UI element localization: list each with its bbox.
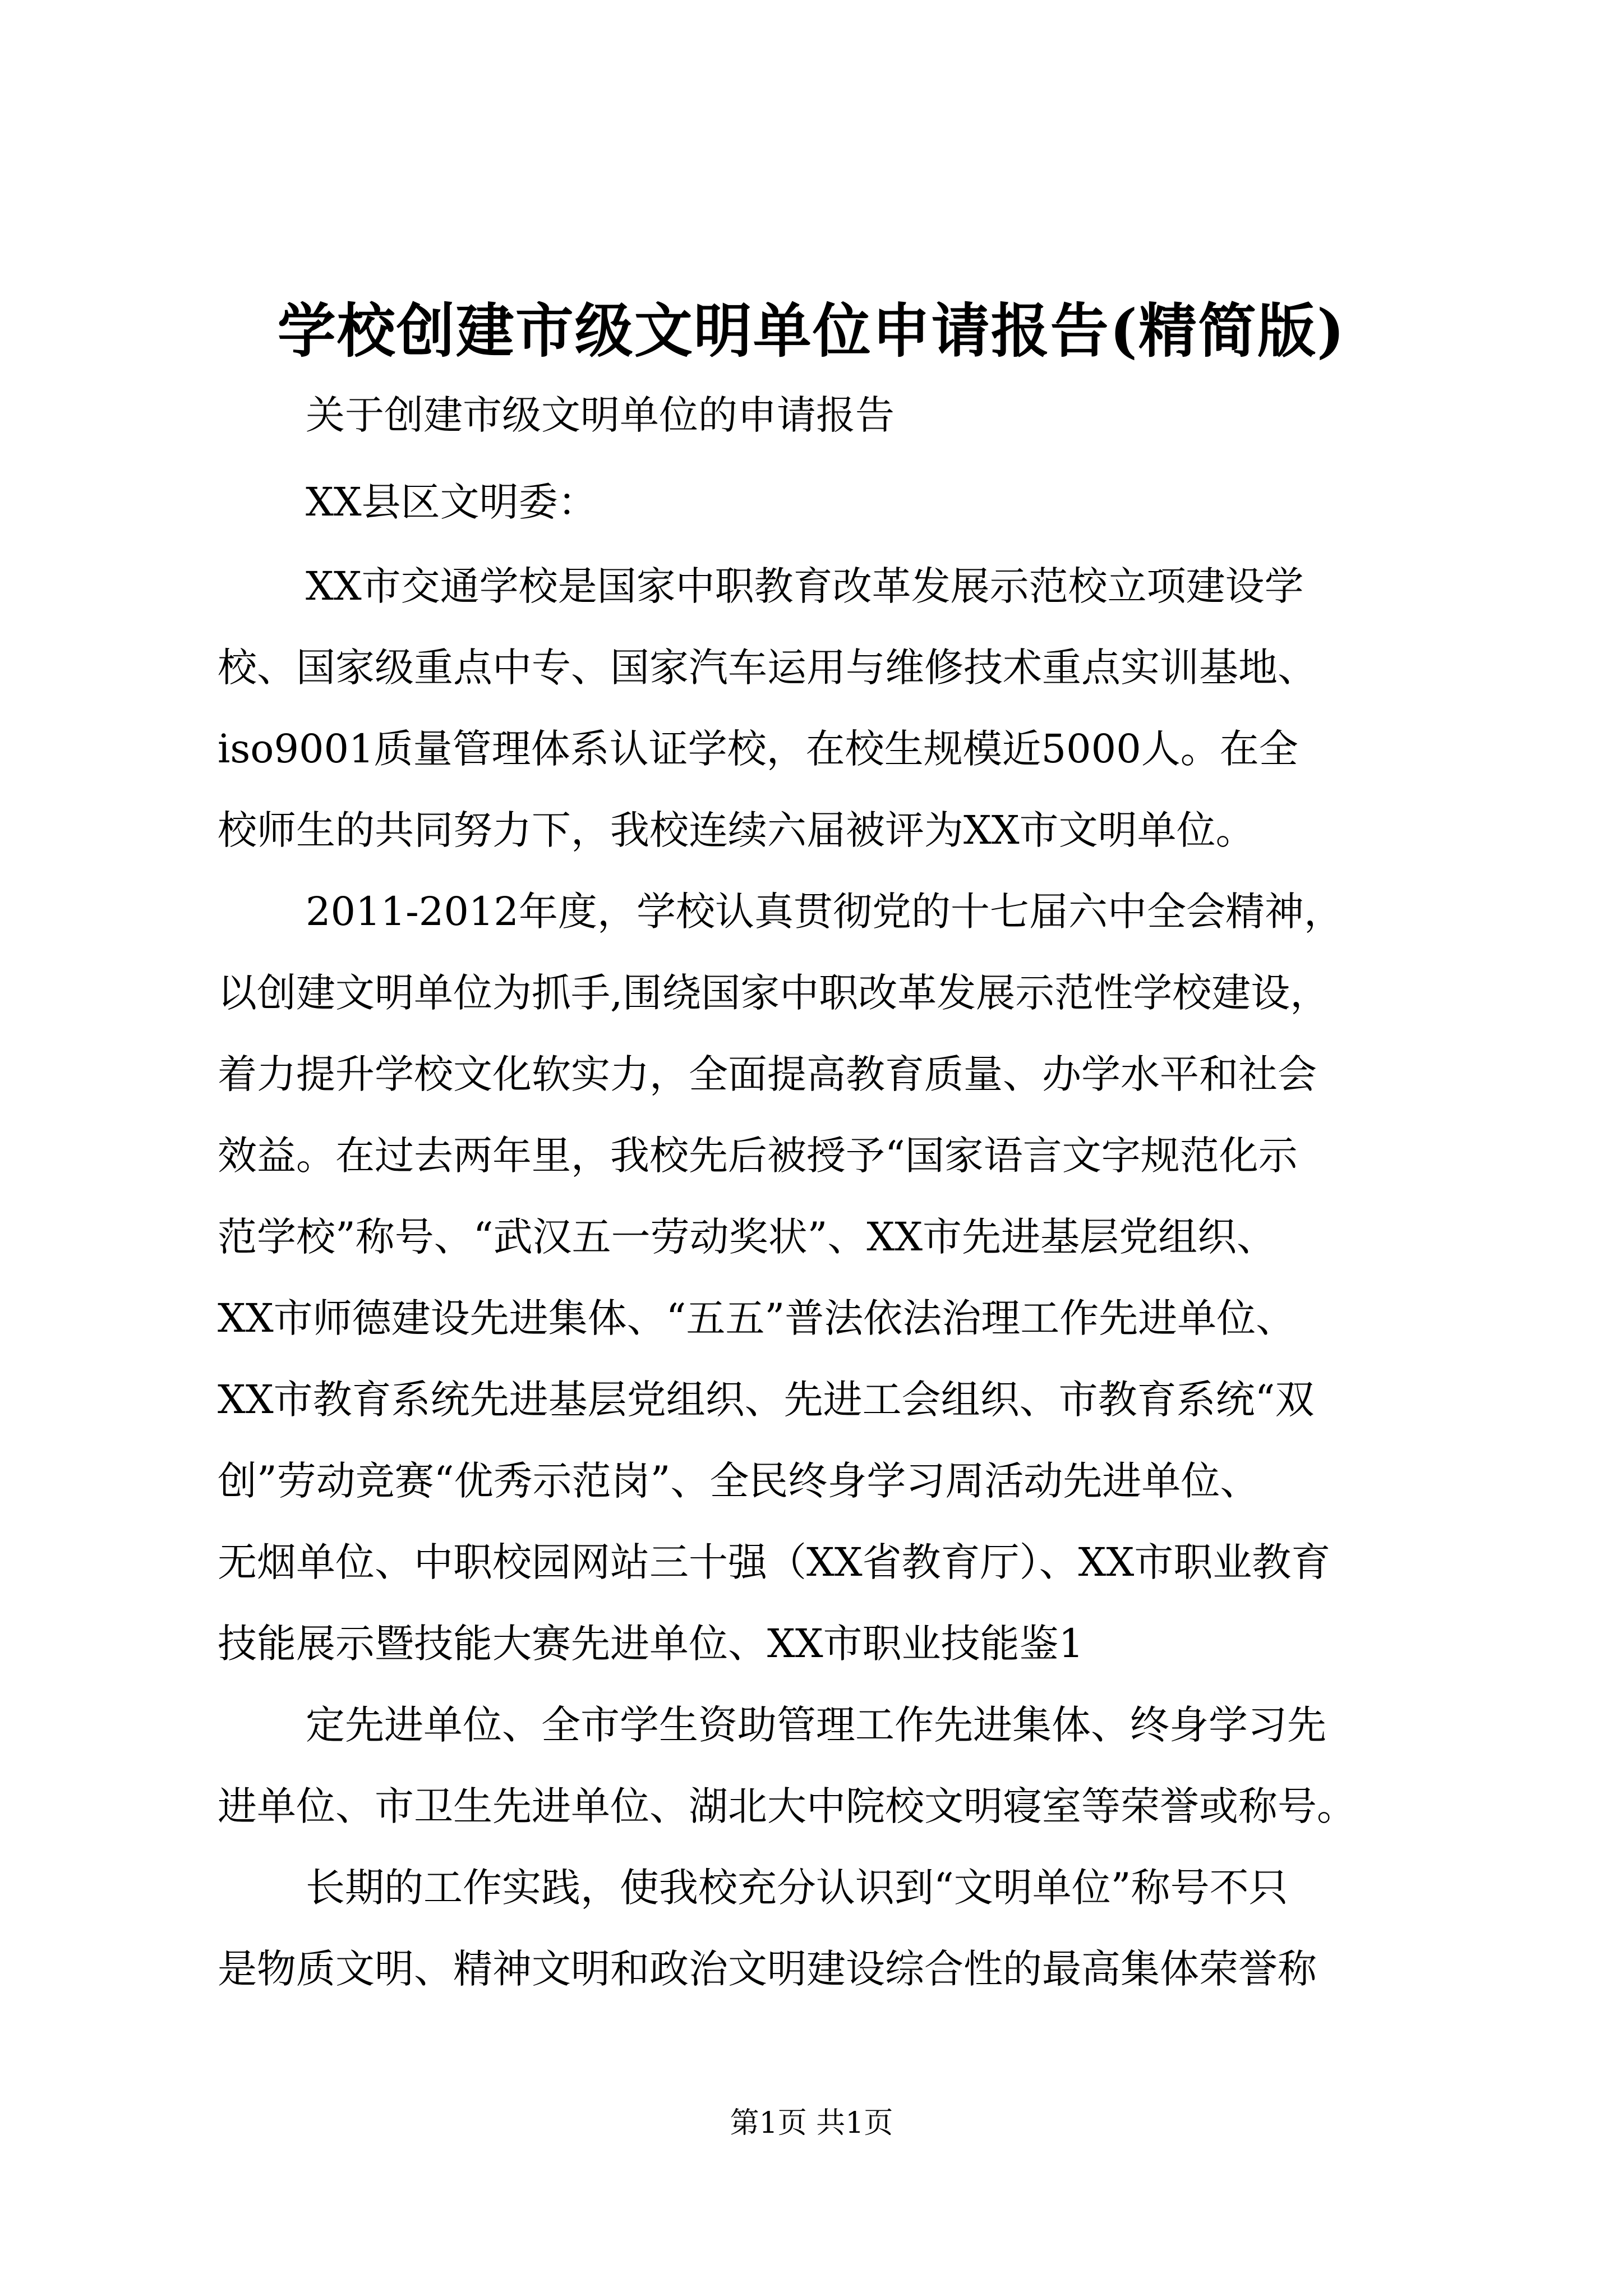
body-line: 校师生的共同努力下，我校连续六届被评为XX市文明单位。 xyxy=(218,807,1255,853)
body-line: 无烟单位、中职校园网站三十强（XX省教育厅）、XX市职业教育 xyxy=(218,1539,1331,1585)
body-line: 效益。在过去两年里，我校先后被授予“国家语言文字规范化示 xyxy=(218,1133,1298,1179)
body-line: 范学校”称号、“武汉五一劳动奖状”、XX市先进基层党组织、 xyxy=(218,1214,1276,1260)
body-line: 技能展示暨技能大赛先进单位、XX市职业技能鉴1 xyxy=(218,1621,1084,1667)
body-line: XX市教育系统先进基层党组织、先进工会组织、市教育系统“双 xyxy=(218,1377,1315,1423)
body-line: XX市交通学校是国家中职教育改革发展示范校立项建设学 xyxy=(306,563,1304,609)
salutation-line: XX县区文明委： xyxy=(306,479,597,525)
page-footer: 第1页 共1页 xyxy=(730,2106,893,2140)
subtitle-line: 关于创建市级文明单位的申请报告 xyxy=(306,392,895,438)
body-line: 是物质文明、精神文明和政治文明建设综合性的最高集体荣誉称 xyxy=(218,1946,1317,1992)
body-line: 校、国家级重点中专、国家汽车运用与维修技术重点实训基地、 xyxy=(218,645,1317,691)
body-line: 定先进单位、全市学生资助管理工作先进集体、终身学习先 xyxy=(306,1702,1326,1748)
body-line: 2011-2012年度，学校认真贯彻党的十七届六中全会精神， xyxy=(306,889,1343,935)
body-line: 长期的工作实践，使我校充分认识到“文明单位”称号不只 xyxy=(306,1865,1288,1911)
body-line: 进单位、市卫生先进单位、湖北大中院校文明寝室等荣誉或称号。 xyxy=(218,1783,1356,1829)
document-title: 学校创建市级文明单位申请报告(精简版) xyxy=(277,296,1346,365)
body-line: 创”劳动竞赛“优秀示范岗”、全民终身学习周活动先进单位、 xyxy=(218,1458,1260,1504)
body-line: iso9001质量管理体系认证学校，在校生规模近5000人。在全 xyxy=(218,726,1298,772)
body-line: 着力提升学校文化软实力，全面提高教育质量、办学水平和社会 xyxy=(218,1051,1317,1097)
body-line: XX市师德建设先进集体、“五五”普法依法治理工作先进单位、 xyxy=(218,1295,1295,1341)
body-line: 以创建文明单位为抓手,围绕国家中职改革发展示范性学校建设， xyxy=(218,970,1330,1016)
